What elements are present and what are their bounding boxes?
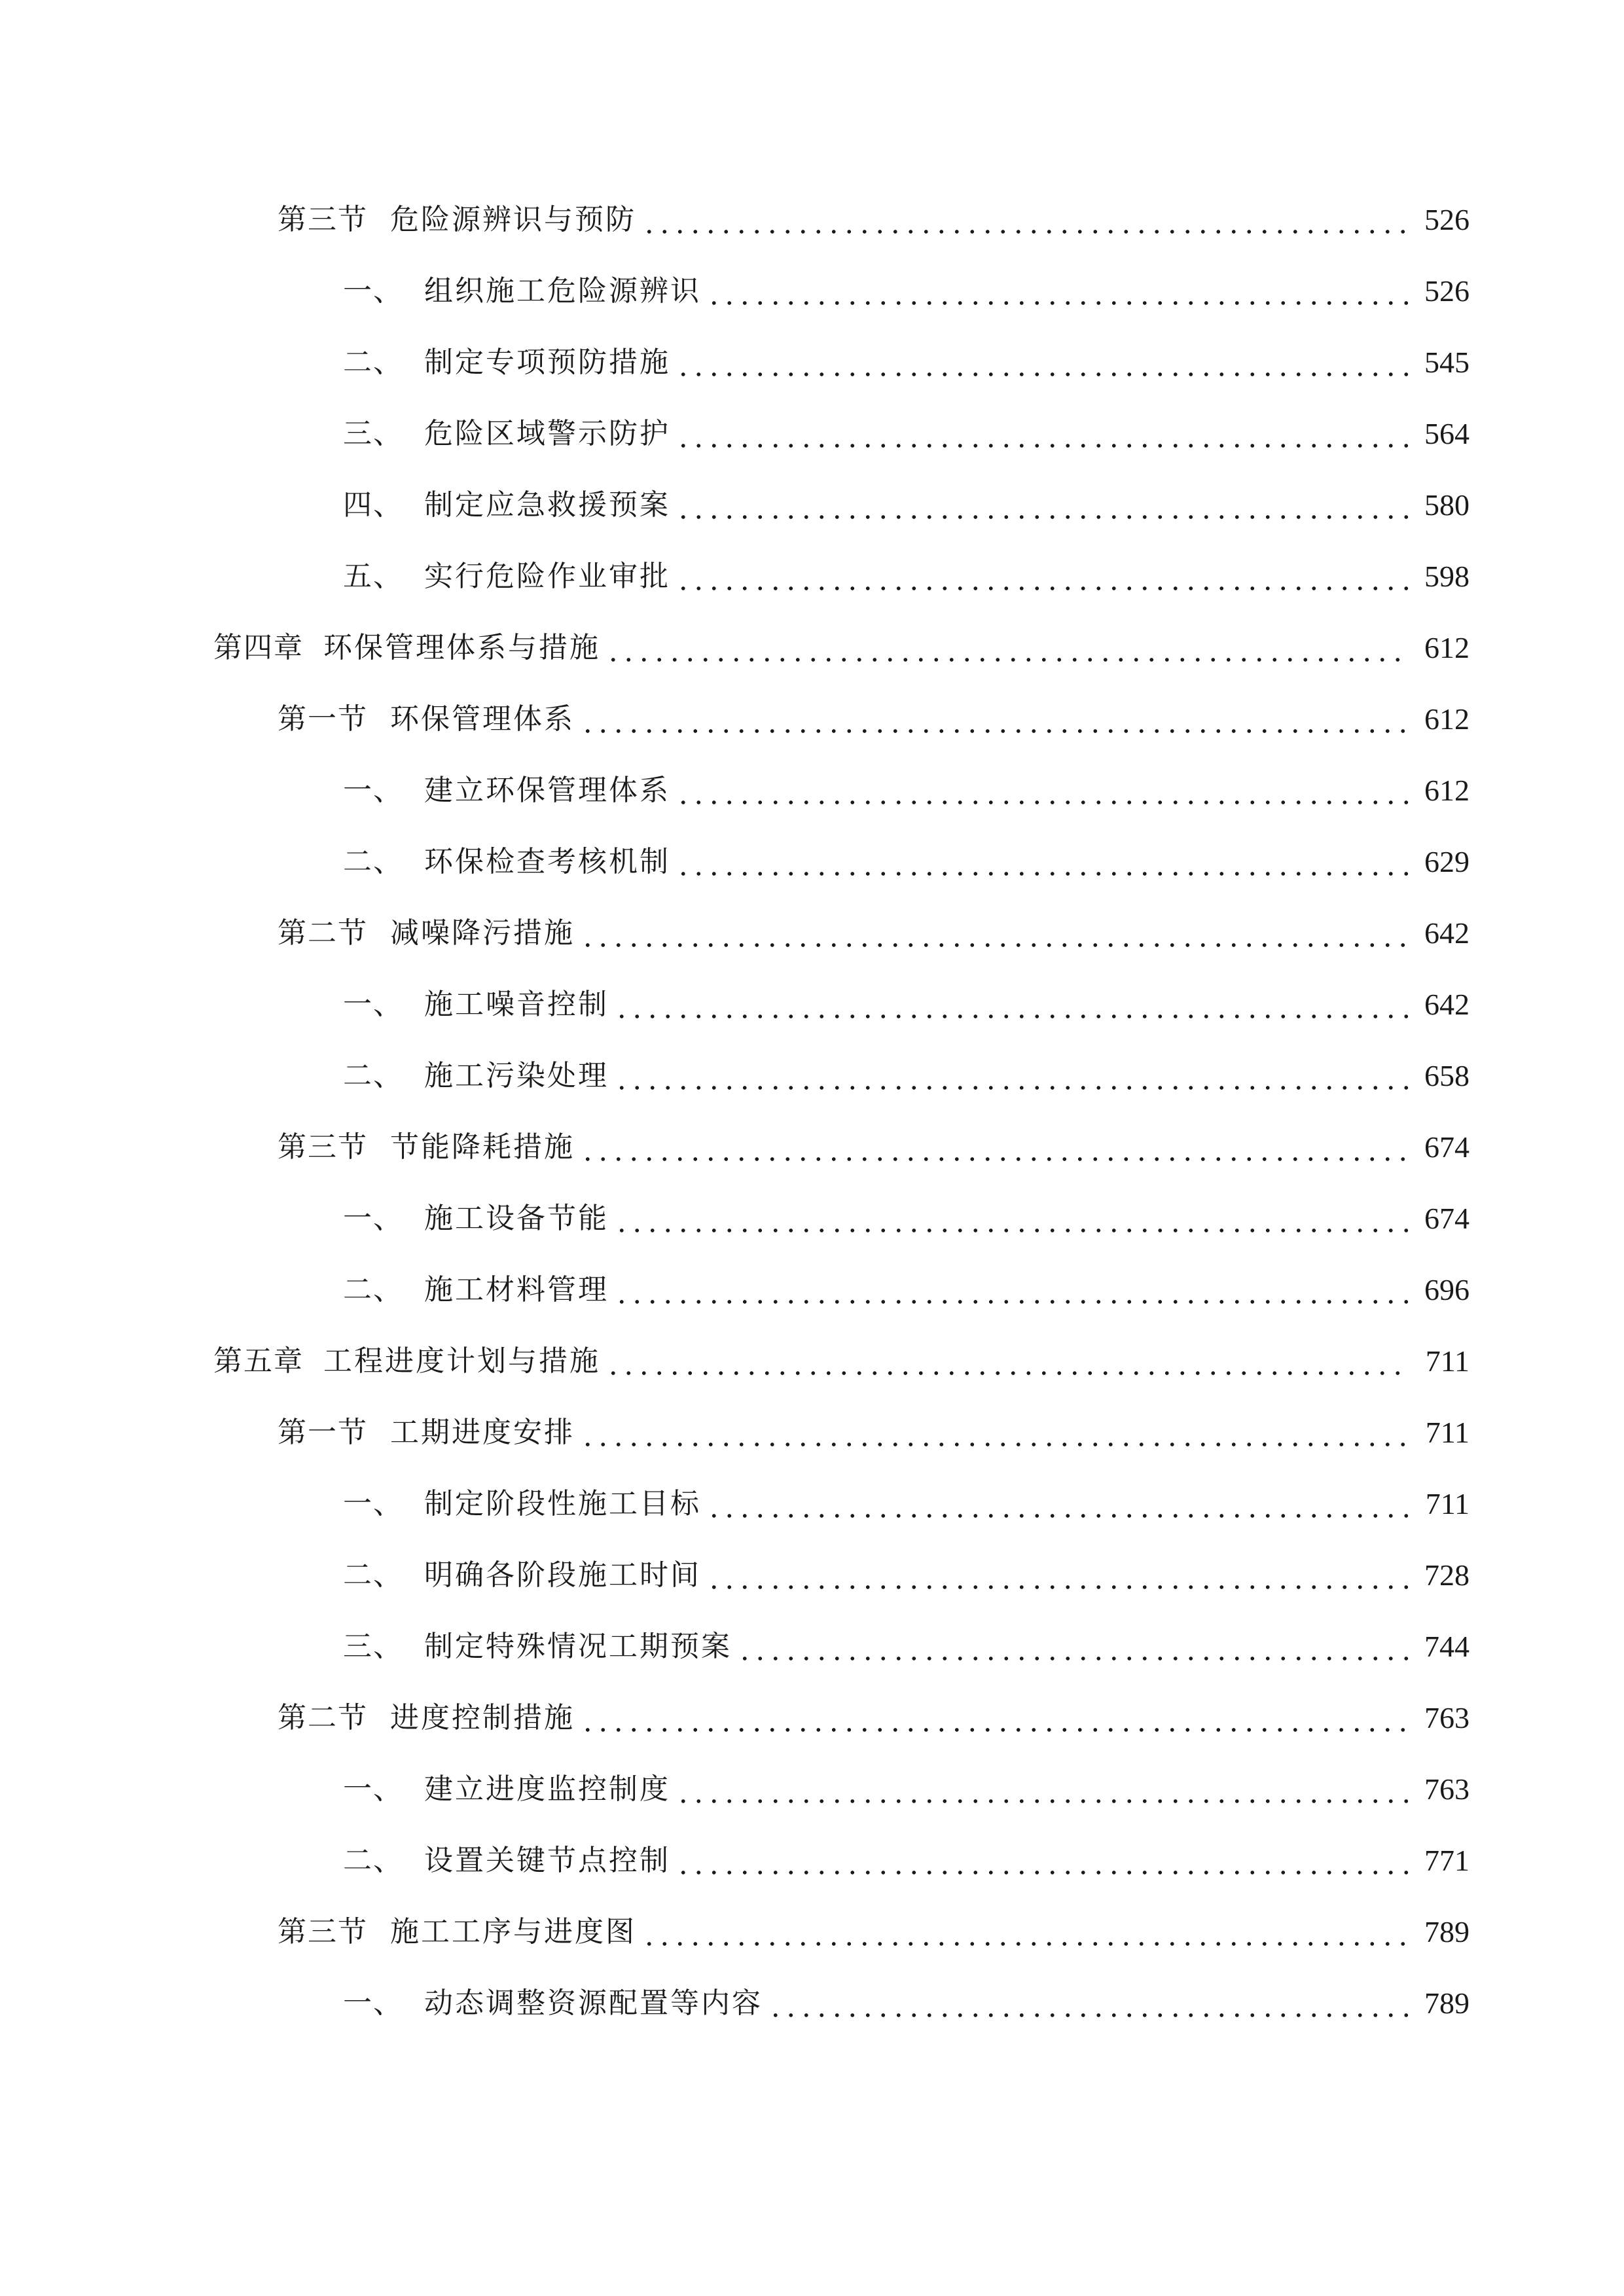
toc-entry-title: 节能降耗措施	[390, 1130, 575, 1164]
toc-entry-page: 789	[1424, 1915, 1470, 1948]
toc-entry-number: 第三节	[278, 1130, 368, 1164]
toc-entry[interactable]	[343, 1050, 1470, 1102]
toc-entry[interactable]	[343, 1977, 1470, 2030]
dot-leader	[580, 1121, 1411, 1174]
toc-entry-number: 二、	[343, 845, 403, 878]
toc-entry-page: 580	[1424, 488, 1470, 522]
toc-entry[interactable]	[278, 693, 1470, 745]
toc-entry-title: 施工工序与进度图	[390, 1915, 636, 1948]
toc-entry[interactable]	[343, 265, 1470, 317]
dot-leader	[676, 836, 1411, 888]
toc-entry-number: 第五章	[213, 1344, 304, 1378]
toc-entry-number: 一、	[343, 274, 403, 308]
dot-leader	[580, 693, 1411, 745]
toc-entry-title: 实行危险作业审批	[424, 560, 670, 593]
toc-entry[interactable]	[343, 1835, 1470, 1887]
dot-leader	[641, 194, 1411, 246]
toc-entry-number: 二、	[343, 1558, 403, 1592]
toc-entry-page: 674	[1424, 1130, 1470, 1164]
toc-entry-number: 二、	[343, 1844, 403, 1877]
toc-entry[interactable]	[343, 1621, 1470, 1673]
toc-entry-title: 制定专项预防措施	[424, 346, 670, 379]
dot-leader	[676, 550, 1411, 603]
toc-entry[interactable]	[278, 1407, 1470, 1459]
toc-entry[interactable]	[343, 836, 1470, 888]
dot-leader	[706, 265, 1411, 317]
dot-leader	[614, 1050, 1411, 1102]
dot-leader	[676, 479, 1411, 531]
toc-entry[interactable]	[278, 194, 1470, 246]
toc-entry[interactable]	[343, 550, 1470, 603]
toc-entry-number: 一、	[343, 1986, 403, 2020]
toc-entry-page: 728	[1424, 1558, 1470, 1592]
toc-entry-page: 526	[1424, 203, 1470, 236]
toc-entry-number: 第三节	[278, 1915, 368, 1948]
toc-entry-page: 564	[1424, 417, 1470, 450]
toc-entry-page: 612	[1424, 774, 1470, 807]
toc-entry-number: 第一节	[278, 1416, 368, 1449]
toc-entry-number: 第二节	[278, 1701, 368, 1734]
toc-entry[interactable]	[213, 1335, 1470, 1388]
toc-entry-page: 598	[1424, 560, 1470, 593]
toc-entry[interactable]	[343, 336, 1470, 389]
toc-entry[interactable]	[343, 1549, 1470, 1602]
dot-leader	[706, 1478, 1411, 1530]
toc-entry-page: 526	[1424, 274, 1470, 308]
toc-entry-number: 一、	[343, 1772, 403, 1806]
toc-entry-title: 制定阶段性施工目标	[424, 1487, 701, 1520]
toc-entry-title: 设置关键节点控制	[424, 1844, 670, 1877]
toc-entry-title: 施工噪音控制	[424, 988, 609, 1021]
toc-entry-title: 制定特殊情况工期预案	[424, 1630, 732, 1663]
dot-leader	[676, 336, 1411, 389]
toc-entry-number: 一、	[343, 774, 403, 807]
toc-entry-title: 危险区域警示防护	[424, 417, 670, 450]
toc-entry-page: 642	[1424, 916, 1470, 950]
toc-entry-title: 工程进度计划与措施	[323, 1344, 600, 1378]
toc-entry[interactable]	[213, 622, 1470, 674]
toc-entry-page: 711	[1425, 1487, 1470, 1520]
toc-entry-title: 制定应急救援预案	[424, 488, 670, 522]
dot-leader	[580, 1407, 1411, 1459]
toc-entry-page: 763	[1424, 1772, 1470, 1806]
toc-entry[interactable]	[343, 479, 1470, 531]
dot-leader	[676, 1835, 1411, 1887]
toc-entry-page: 612	[1424, 702, 1470, 736]
dot-leader	[676, 1763, 1411, 1816]
toc-entry-page: 771	[1424, 1844, 1470, 1877]
toc-entry-page: 674	[1424, 1202, 1470, 1235]
dot-leader	[737, 1621, 1411, 1673]
toc-entry[interactable]	[343, 1478, 1470, 1530]
toc-entry-title: 建立进度监控制度	[424, 1772, 670, 1806]
toc-entry-title: 组织施工危险源辨识	[424, 274, 701, 308]
toc-entry-number: 二、	[343, 1273, 403, 1306]
toc-entry-page: 642	[1424, 988, 1470, 1021]
toc-entry-number: 第二节	[278, 916, 368, 950]
toc-entry[interactable]	[343, 1193, 1470, 1245]
toc-entry[interactable]	[343, 408, 1470, 460]
toc-entry-number: 第四章	[213, 631, 304, 664]
toc-entry-number: 第三节	[278, 203, 368, 236]
toc-entry-page: 789	[1424, 1986, 1470, 2020]
toc-entry-title: 施工污染处理	[424, 1059, 609, 1092]
toc-entry-number: 第一节	[278, 702, 368, 736]
dot-leader	[768, 1977, 1411, 2030]
toc-entry[interactable]	[343, 978, 1470, 1031]
dot-leader	[614, 1264, 1411, 1316]
toc-entry-title: 环保管理体系与措施	[323, 631, 600, 664]
toc-entry-number: 三、	[343, 1630, 403, 1663]
toc-entry-title: 建立环保管理体系	[424, 774, 670, 807]
toc-entry-number: 一、	[343, 1202, 403, 1235]
toc-entry-number: 二、	[343, 1059, 403, 1092]
toc-entry-title: 动态调整资源配置等内容	[424, 1986, 763, 2020]
toc-entry-number: 三、	[343, 417, 403, 450]
dot-leader	[580, 907, 1411, 960]
dot-leader	[605, 1335, 1411, 1388]
toc-entry-page: 612	[1424, 631, 1470, 664]
dot-leader	[641, 1906, 1411, 1958]
toc-entry-title: 环保管理体系	[390, 702, 575, 736]
toc-entry[interactable]	[278, 1906, 1470, 1958]
dot-leader	[614, 1193, 1411, 1245]
toc-entry-number: 一、	[343, 988, 403, 1021]
dot-leader	[706, 1549, 1411, 1602]
toc-entry-title: 进度控制措施	[390, 1701, 575, 1734]
toc-entry-page: 629	[1424, 845, 1470, 878]
dot-leader	[614, 978, 1411, 1031]
toc-entry-title: 明确各阶段施工时间	[424, 1558, 701, 1592]
toc-entry-number: 四、	[343, 488, 403, 522]
toc-entry-number: 二、	[343, 346, 403, 379]
toc-entry-title: 工期进度安排	[390, 1416, 575, 1449]
dot-leader	[605, 622, 1411, 674]
toc-entry[interactable]	[278, 1692, 1470, 1744]
toc-entry[interactable]	[278, 1121, 1470, 1174]
toc-entry-page: 763	[1424, 1701, 1470, 1734]
toc-entry-title: 施工材料管理	[424, 1273, 609, 1306]
dot-leader	[676, 764, 1411, 817]
toc-entry-page: 711	[1425, 1344, 1470, 1378]
toc-entry-number: 一、	[343, 1487, 403, 1520]
toc-entry-page: 744	[1424, 1630, 1470, 1663]
dot-leader	[580, 1692, 1411, 1744]
toc-entry[interactable]	[343, 1763, 1470, 1816]
toc-entry-title: 危险源辨识与预防	[390, 203, 636, 236]
dot-leader	[676, 408, 1411, 460]
toc-entry-title: 环保检查考核机制	[424, 845, 670, 878]
toc-entry[interactable]	[343, 764, 1470, 817]
toc-entry[interactable]	[278, 907, 1470, 960]
toc-entry[interactable]	[343, 1264, 1470, 1316]
toc-entry-page: 658	[1424, 1059, 1470, 1092]
toc-entry-number: 五、	[343, 560, 403, 593]
toc-entry-page: 545	[1424, 346, 1470, 379]
toc-entry-page: 711	[1425, 1416, 1470, 1449]
toc-entry-title: 施工设备节能	[424, 1202, 609, 1235]
toc-entry-page: 696	[1424, 1273, 1470, 1306]
toc-entry-title: 减噪降污措施	[390, 916, 575, 950]
